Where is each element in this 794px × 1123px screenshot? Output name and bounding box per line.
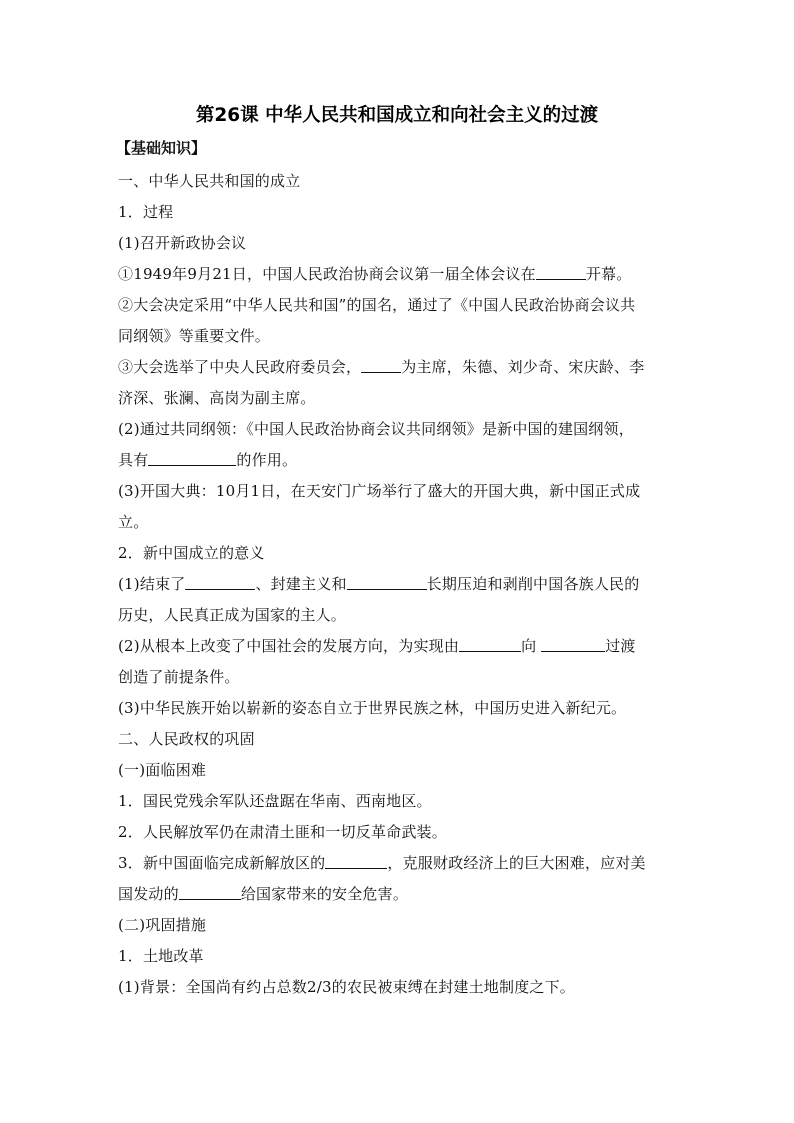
text: (2)通过共同纲领：《中国人民政治协商会议共同纲领》是新中国的建国纲领， [118,420,634,438]
item-ceremony [118,476,678,507]
text: 创造了前提条件。 [118,668,240,686]
document-body [118,166,678,1003]
item-ended [118,569,678,600]
item-bandits [118,817,678,848]
subheading-land-reform [118,941,678,972]
text: (一)面临困难 [118,761,207,779]
text: ，克服财政经济上的巨大困难，应对美 [387,854,646,872]
text: 2．人民解放军仍在肃清土匪和一切反革命武装。 [118,823,447,841]
text: 为主席，朱德、刘少奇、宋庆龄、李 [401,358,645,376]
text: 具有 [118,451,149,469]
text: (1)召开新政协会议 [118,234,247,252]
text: 、封建主义和 [255,575,347,593]
text: ①1949年9月21日，中国人民政治协商会议第一届全体会议在 [118,265,536,283]
fill-blank [361,356,401,373]
heading-founding [118,166,678,197]
item-opening [118,259,678,290]
text: 向 [521,637,542,655]
text: (3)开国大典：10月1日，在天安门广场举行了盛大的开国大典，新中国正式成 [118,482,641,500]
item-election [118,352,678,383]
document-title: 第26课 中华人民共和国成立和向社会主义的过渡 [195,105,599,126]
fill-blank [541,635,605,652]
item-cppcc [118,228,678,259]
text: 国发动的 [118,885,179,903]
text: 给国家带来的安全危害。 [240,885,409,903]
text: ②大会决定采用“中华人民共和国”的国名，通过了《中国人民政治协商会议共 [118,296,636,314]
fill-blank [148,449,236,466]
item-name-adopted [118,290,678,321]
text: 二、人民政权的巩固 [118,730,255,748]
text: 2．新中国成立的意义 [118,544,265,562]
text: 的作用。 [236,451,298,469]
text: 过渡 [605,637,636,655]
text: 同纲领》等重要文件。 [118,327,271,345]
text: 3．新中国面临完成新解放区的 [118,854,326,872]
item-new-era [118,693,678,724]
text: (1)结束了 [118,575,186,593]
subheading-difficulties [118,755,678,786]
subheading-process [118,197,678,228]
text: (2)从根本上改变了中国社会的发展方向，为实现由 [118,637,460,655]
text: 1．土地改革 [118,947,204,965]
text: (二)巩固措施 [118,916,207,934]
fill-blank [347,573,427,590]
item-background [118,972,678,1003]
text: ③大会选举了中央人民政府委员会， [118,358,362,376]
subheading-significance [118,538,678,569]
fill-blank [536,263,586,280]
item-ended-cont [118,600,678,631]
item-direction [118,631,678,662]
item-new-areas [118,848,678,879]
text: 开幕。 [585,265,632,283]
text: 济深、张澜、高岗为副主席。 [118,389,316,407]
subheading-measures [118,910,678,941]
text: 1．过程 [118,203,174,221]
fill-blank [185,573,255,590]
text: (3)中华民族开始以崭新的姿态自立于世界民族之林，中国历史进入新纪元。 [118,699,627,717]
text: 1．国民党残余军队还盘踞在华南、西南地区。 [118,792,432,810]
text: 一、中华人民共和国的成立 [118,172,301,190]
text: (1)背景：全国尚有约占总数2/3的农民被束缚在封建土地制度之下。 [118,978,575,996]
fill-blank [325,852,387,869]
fill-blank [179,883,241,900]
item-direction-cont [118,662,678,693]
item-name-adopted-cont [118,321,678,352]
heading-consolidation [118,724,678,755]
item-ceremony-cont [118,507,678,538]
item-common-program [118,414,678,445]
item-new-areas-cont [118,879,678,910]
item-kmt-remnants [118,786,678,817]
fill-blank [459,635,521,652]
item-election-cont [118,383,678,414]
section-label: 【基础知识】 [116,139,207,157]
text: 历史，人民真正成为国家的主人。 [118,606,347,624]
text: 立。 [118,513,149,531]
item-common-program-cont [118,445,678,476]
text: 长期压迫和剥削中国各族人民的 [426,575,640,593]
